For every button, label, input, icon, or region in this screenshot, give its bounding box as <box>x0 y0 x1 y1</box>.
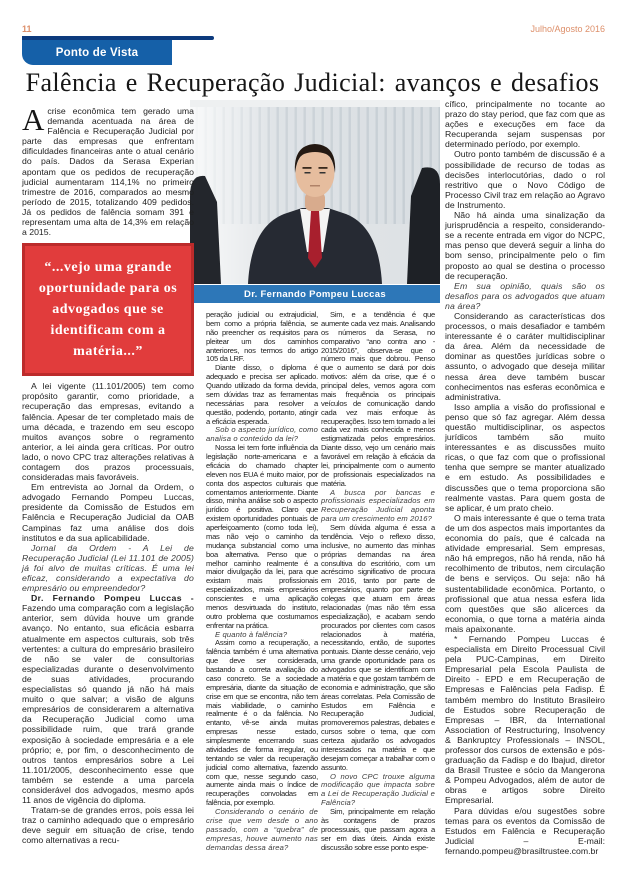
column-4 <box>445 99 605 856</box>
paragraph: Isso amplia a visão do profissional e penso que só faz agregar. Além dessa questão multidisciplinar, os aspectos jurídicos também são muito interessantes e as discussões muito ricas, o que faz com que o profissional tenha que sempre se manter atualizado e em estudo. As possibilidades e discussões que o tema proporciona são realmente vastas. Para quem gosta de se aplicar, é um prato cheio. <box>445 401 605 513</box>
lead-paragraph: Acrise econômica tem gerado uma demanda acentuada na área de Falência e Recuperação Judicial por parte das empresas que enfrentam dificuldades financeiras ante o atual cenário do país. Dados da Serasa Experian apontam que os pedidos de recuperação judicial aumentaram 114,1% no primeiro trimestre de 2016, comparados ao mesmo período de 2015, totalizando 409 pedidos. Já os pedidos de falência somam 391 e representam uma alta de 14,3% em relação a 2015. <box>22 102 194 238</box>
paragraph: Sim, principalmente em relação às contagens de prazos processuais, que passam agora a ser em dias úteis. Ainda existe discussão sobre esse ponto espe- <box>321 807 435 852</box>
interview-question: A busca por bancas e profissionais especializados em Recuperação Judicial aponta para um crescimento em 2016? <box>321 487 435 524</box>
author-bio: * Fernando Pompeu Luccas é especialista em Direito Processual Civil pela PUC-Campinas, em Direito Empresarial pela Escola Paulista de Direito - EPD e em Recuperação de Empresas e Falências pela Fadisp. É também membro do Instituto Brasileiro de Estudos sobre Recuperação de Empresas – IBR, da International Association of Restructuring, Insolvency & Bankruptcy Professionals – INSOL, professor dos cursos de extensão e pós-graduação da Fadisp e do Ibajud, diretor da Brasil Trustee e sócio da Mangerona & Pompeu Advogados, além de autor de obras e artigos sobre Direito Empresarial. <box>445 633 605 806</box>
issue-date: Julho/Agosto 2016 <box>530 24 605 34</box>
interview-question: Sob o aspecto jurídico, como analisa o conteúdo da lei? <box>206 425 318 444</box>
photo-illustration <box>190 100 440 284</box>
section-label: Ponto de Vista <box>22 40 172 65</box>
paragraph: Considerando as características dos processos, o mais desafiador e também interessante é o caráter multidisciplinar da área. Além da necessidade de dominar as questões jurídicas sobre o assunto, o advogado que deseja militar nessa área deve também buscar conhecimentos nas esferas econômica e administrativa. <box>445 310 605 402</box>
interview-answer: Dr. Fernando Pompeu Luccas - Fazendo uma comparação com a legislação anterior, sem dúvida houve um grande avanço. No entanto, sua eficácia esbarra atualmente em aspectos culturais, sob três vertentes: a cultura do empresário brasileiro de não se valer de consultorias especializadas durante o desenvolvimento de suas atividades, procurando especialistas só quando já não há mais muito o que salvar; a visão de alguns empresários de considerarem a alternativa da Recuperação Judicial como uma possibilidade ruim, que trará grande exposição à sociedade empresária e a ele próprio; e, por fim, o desconhecimento de outros tantos empresários sobre a Lei 11.101/2005, desconhecimento esse que também se estende a uma parcela considerável dos advogados, mesmo após 11 anos de vigência do diploma. <box>22 593 194 806</box>
paragraph: Em entrevista ao Jornal da Ordem, o advogado Fernando Pompeu Luccas, presidente da Comissão de Estudos em Falência e Recuperação Judicial da OAB Campinas faz uma análise dos dois institutos e da sua aplicabilidade. <box>22 482 194 543</box>
column-1 <box>22 102 194 846</box>
interview-question: Considerando o cenário de crise que vem desde o ano passado, com a “quebra” de empresas, houve aumento nas demandas dessa área? <box>206 807 318 852</box>
paragraph: Nossa lei tem forte influência da legislação norte-americana e a eficácia do chamado chapter eleven nos EUA é muito maior, por conta dos aspectos culturais que comentamos anteriormente. Diante disso, minha análise sob o aspecto jurídico é positiva. Claro que existem oportunidades pontuais de aperfeiçoamento (como toda lei), mas não vejo o caminho da mudança substancial como uma boa alternativa. Penso que o melhor caminho realmente é a maior divulgação da lei, para que existam mais profissionais especializados, mais empresários conscientes e uma aplicação menos desvirtuada do instituto, outro problema que costumamos enfrentar na prática. <box>206 443 318 630</box>
paragraph: Tratam-se de grandes erros, pois essa lei traz o caminho adequado que o empresário deve seguir em situação de crise, tendo como alternativas a recu- <box>22 805 194 846</box>
interview-question: O novo CPC trouxe alguma modificação que impacta sobre a Lei de Recuperação Judicial e Falência? <box>321 771 435 808</box>
column-3 <box>321 311 435 852</box>
speaker-name: Dr. Fernando Pompeu Luccas - <box>31 593 194 604</box>
page-number: 11 <box>22 24 32 34</box>
paragraph: O mais interessante é que o tema trata de um dos aspectos mais importantes da economia do país, que é calcada na atividade empresarial. Sem empresas, não há empregos, não há renda, não há recolhimento de tributos, nem circulação de bens e serviços. Ou seja: não há sustentabilidade econômica. Portanto, o profissional que atua nessa esfera lida com questões que são alicerces da economia, o que torna a matéria ainda mais apaixonante. <box>445 512 605 634</box>
interview-question: E quanto à falência? <box>215 629 288 639</box>
paragraph: Sem dúvida alguma é essa a tendência. Vejo o reflexo disso, inclusive, no aumento das minhas próprias demandas na área consultiva do escritório, com um acréscimo significativo de procura em 2016, tanto por parte de empresários, quanto por parte de colegas que atuam em áreas relacionadas (mas não têm essa especialização), e acabam sendo procurados por clientes com casos relacionados à matéria, necessitando, então, de suportes pontuais. Diante desse cenário, vejo uma grande oportunidade para os advogados que se identificam com a matéria e que gostam também de economia e administração, que são áreas correlatas. Pela Comissão de Estudos em Falência e Recuperação Judicial, promoveremos palestras, debates e cursos sobre o tema, que com certeza ajudarão os advogados interessados na matéria e que desejam começar a trabalhar com o assunto. <box>321 523 435 772</box>
paragraph: cífico, principalmente no tocante ao prazo do stay period, que faz com que as ações e execuções em face da Recuperanda sejam suspensas por determinado período, por exemplo. <box>445 99 605 150</box>
interview-question: Jornal da Ordem - A Lei de Recuperação Judicial (Lei 11.101 de 2005) já foi alvo de muitas críticas. É uma lei eficaz, considerando a expectativa do empresário ou empreendedor? <box>22 542 194 594</box>
paragraph: peração judicial ou extrajudicial, bem como a própria falência, se não preencher os requisitos para pleitear um dos caminhos anteriores, nos termos do artigo 105 da LRF. <box>206 310 318 364</box>
drop-cap: A <box>22 102 45 137</box>
paragraph: Assim como a recuperação, a falência também é uma alternativa que deve ser considerada, bastando a correta avaliação do caso concreto. Se a sociedade empresária, diante da situação de crise em que se encontra, não tem mais viabilidade, o caminho realmente é o da falência. No entanto, vê-se ainda muitas empresas nesse estado, simplesmente encerrando suas atividades de forma irregular, ou tentando se valer da recuperação judicial como alternativa, fazendo com que, nesse segundo caso, aumente ainda mais o índice de recuperações convoladas em falência, por exemplo. <box>206 638 318 808</box>
pull-quote: “...vejo uma grande oportunidade para os advogados que se identificam com a matéria...” <box>22 243 194 376</box>
paragraph: A lei vigente (11.101/2005) tem como propósito garantir, como prioridade, a recuperação das empresas, evitando a falência. Apesar de ter completado mais de uma década, e trazendo em seu escopo muitos avanços sobre o regramento anterior, a lei ainda gera críticas. Por outro lado, o novo CPC traz alterações relativas à contagem dos prazos processuais, consideradas mais favoráveis. <box>22 381 194 483</box>
paragraph: Outro ponto também de discussão é a possibilidade de recurso de todas as decisões interlocutórias, dado o rol restritivo que o Novo Código de Processo Civil traz em relação ao Agravo de Instrumento. <box>445 149 605 210</box>
paragraph: Não há ainda uma sinalização da jurisprudência a respeito, considerando-se a recente entrada em vigor do NCPC, mas penso que deverá seguir a linha do bom senso, principalmente pelo o fim proposto ao qual se destina o processo de recuperação. <box>445 210 605 281</box>
article-title: Falência e Recuperação Judicial: avanços e desafios <box>25 68 600 97</box>
paragraph: Sim, e a tendência é que aumente cada vez mais. Analisando os números da Serasa, no comparativo “ano contra ano - 2015/2016”, observa-se que o número mais que dobrou. Penso que o aumento se dará por dois motivos: além da crise, que é o principal deles, vemos agora com mais frequência os principais veículos de comunicação dando cada vez mais enfoque às recuperações. Isso tem tornado a lei cada vez mais conhecida e menos estigmatizada pelos empresários. Diante disso, vejo um cenário mais favorável em relação à eficácia da lei, principalmente com o aumento de profissionais especializados na matéria. <box>321 310 435 488</box>
photo-caption: Dr. Fernando Pompeu Luccas <box>190 285 440 303</box>
section-banner <box>22 36 214 65</box>
column-2 <box>206 311 318 852</box>
interview-photo <box>190 100 440 303</box>
contact-note: Para dúvidas e/ou sugestões sobre temas para os eventos da Comissão de Estudos em Falência e Recuperação Judicial – E-mail: fernando.pompeu@brasiltrustee.com.br <box>445 805 605 856</box>
interview-question: Em sua opinião, quais são os desafios para os advogados que atuam na área? <box>445 280 605 311</box>
paragraph: Diante disso, o diploma é adequado e precisa ser aplicado. Quando utilizado da forma devida, sem dúvidas traz as ferramentas necessárias para resolver a questão, podendo, portanto, atingir a eficácia esperada. <box>206 363 318 426</box>
